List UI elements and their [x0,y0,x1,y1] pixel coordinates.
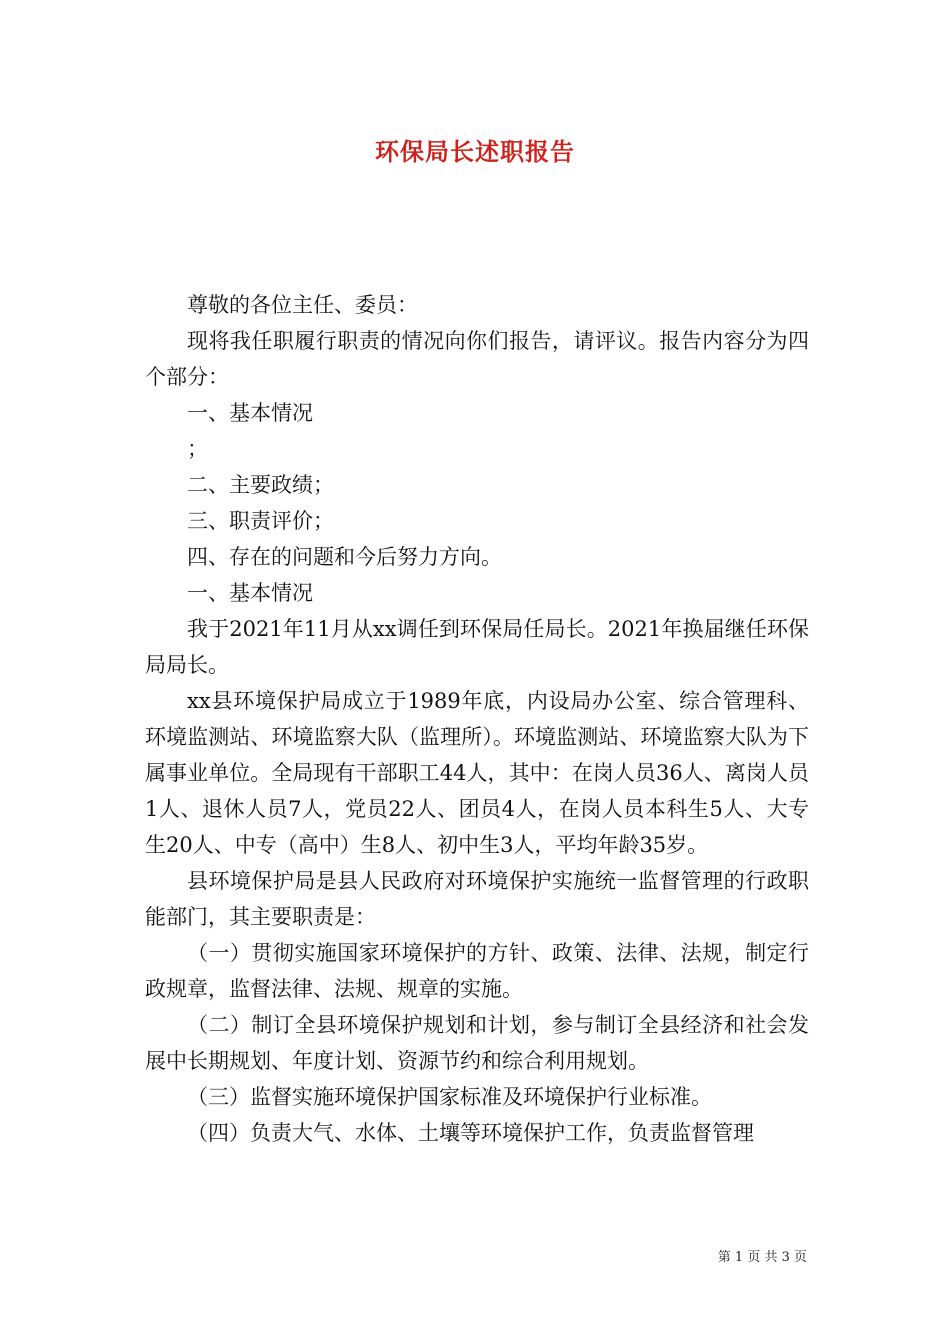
page-title: 环保局长述职报告 [375,137,575,166]
paragraph: （四）负责大气、水体、土壤等环境保护工作，负责监督管理 [187,1121,754,1145]
paragraph: 四、存在的问题和今后努力方向。 [187,545,502,569]
paragraph: ； [187,437,208,461]
page-number: 第 1 页 共 3 页 [717,1250,807,1265]
paragraph: xx县环境保护局成立于1989年底，内设局办公室、综合管理科、环境监测站、环境监察大队（监理所）。环境监测站、环境监察大队为下属事业单位。全局现有干部职工44人，其中：在岗人员36人、离岗人员1人、退休人员7人，党员22人、团员4人，在岗人员本科生5人、大专生20人、中专（高中）生8人、初中生3人，平均年龄35岁。 [145,689,809,857]
paragraph: 现将我任职履行职责的情况向你们报告，请评议。报告内容分为四个部分： [145,329,809,389]
paragraph: 一、基本情况 [187,581,313,605]
paragraph: 二、主要政绩； [187,473,334,497]
paragraph: （三）监督实施环境保护国家标准及环境保护行业标准。 [187,1085,712,1109]
paragraph: 一、基本情况 [187,401,313,425]
paragraph: （一）贯彻实施国家环境保护的方针、政策、法律、法规，制定行政规章，监督法律、法规、规章的实施。 [145,941,809,1001]
document-body [145,287,809,1151]
paragraph: 尊敬的各位主任、委员： [187,293,418,317]
paragraph: （二）制订全县环境保护规划和计划，参与制订全县经济和社会发展中长期规划、年度计划、资源节约和综合利用规划。 [145,1013,809,1073]
paragraph: 我于2021年11月从xx调任到环保局任局长。2021年换届继任环保局局长。 [145,617,809,677]
paragraph: 县环境保护局是县人民政府对环境保护实施统一监督管理的行政职能部门，其主要职责是： [145,869,809,929]
paragraph: 三、职责评价； [187,509,334,533]
